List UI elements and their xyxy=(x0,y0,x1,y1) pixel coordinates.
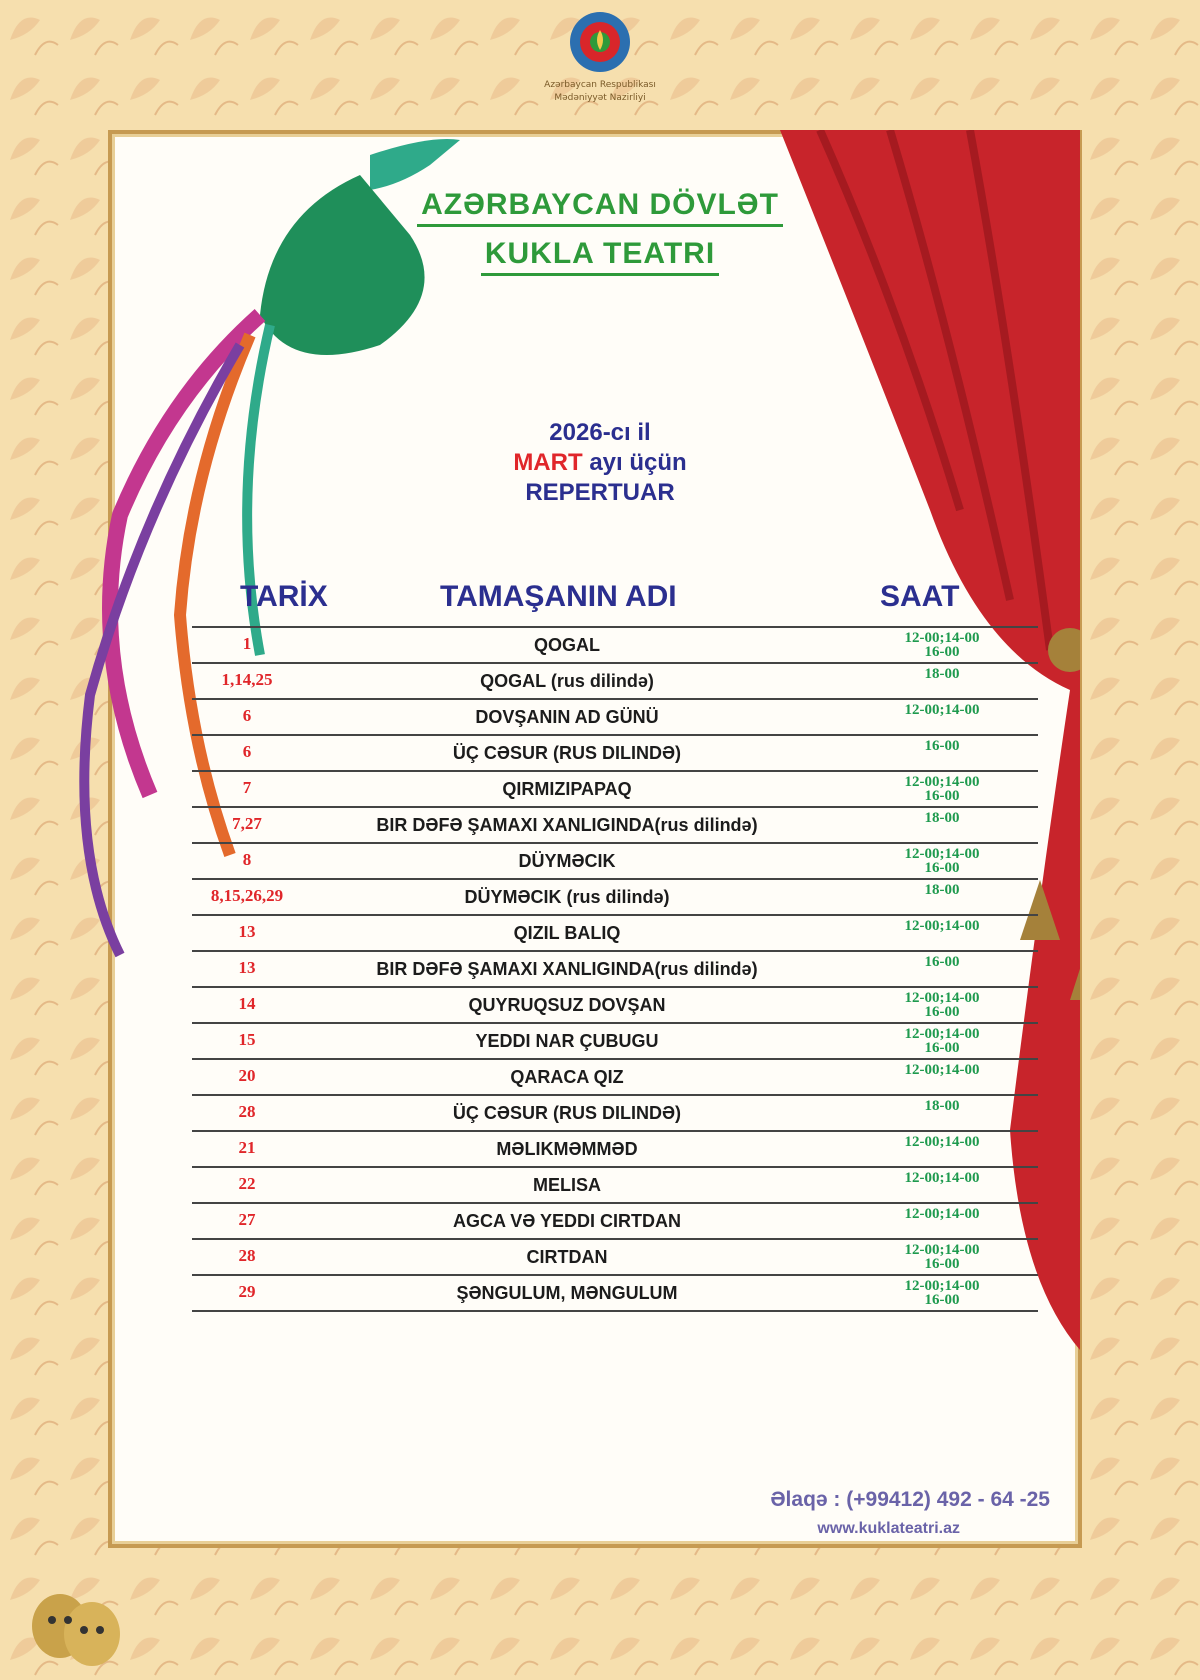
row-time-1: 12-00;14-00 xyxy=(904,1242,980,1258)
website-link[interactable]: www.kuklateatri.az xyxy=(817,1520,960,1537)
row-time-1: 18-00 xyxy=(924,882,960,898)
table-row xyxy=(192,878,1038,914)
theatre-title xyxy=(380,188,820,286)
row-time xyxy=(842,775,1042,803)
row-date: 8 xyxy=(242,850,252,869)
row-title: BIR DƏFƏ ŞAMAXI XANLIGINDA(rus dilində) xyxy=(376,959,758,979)
row-date: 1,14,25 xyxy=(221,670,273,689)
heading-month-line xyxy=(450,448,750,478)
row-time xyxy=(842,1243,1042,1271)
title-line2: KUKLA TEATRI xyxy=(481,237,719,276)
row-date: 13 xyxy=(238,922,256,941)
table-row xyxy=(192,1094,1038,1130)
ministry-caption-line1: Azərbaycan Respublikası xyxy=(544,80,656,90)
row-time-1: 16-00 xyxy=(924,738,960,754)
row-time xyxy=(842,739,1042,753)
row-time-1: 12-00;14-00 xyxy=(904,702,980,718)
heading-year: 2026-cı il xyxy=(549,419,651,446)
row-date: 21 xyxy=(238,1138,256,1157)
row-title: QIZIL BALIQ xyxy=(513,923,621,943)
row-title: QIRMIZIPAPAQ xyxy=(502,779,632,799)
row-title: ÜÇ CƏSUR (RUS DILINDƏ) xyxy=(452,743,682,763)
table-row xyxy=(192,1238,1038,1274)
row-date: 6 xyxy=(242,742,252,761)
row-date: 29 xyxy=(238,1282,256,1301)
repertoire-heading xyxy=(450,418,750,508)
table-row xyxy=(192,734,1038,770)
row-time-2: 16-00 xyxy=(924,644,960,660)
row-time-1: 12-00;14-00 xyxy=(904,1026,980,1042)
row-time-2: 16-00 xyxy=(924,1256,960,1272)
row-time-2: 16-00 xyxy=(924,860,960,876)
row-date: 22 xyxy=(238,1174,256,1193)
row-time-1: 12-00;14-00 xyxy=(904,918,980,934)
row-date: 7 xyxy=(242,778,252,797)
contact-label: Əlaqə : xyxy=(770,1488,841,1511)
row-time xyxy=(842,847,1042,875)
row-time xyxy=(842,1063,1042,1077)
schedule-table xyxy=(192,626,1038,1312)
row-time-2: 16-00 xyxy=(924,1040,960,1056)
row-time-1: 16-00 xyxy=(924,954,960,970)
row-time xyxy=(842,1027,1042,1055)
row-time-1: 18-00 xyxy=(924,666,960,682)
theatre-masks-icon xyxy=(20,1590,130,1670)
table-row xyxy=(192,1058,1038,1094)
row-time xyxy=(842,1207,1042,1221)
heading-month-suffix: ayı üçün xyxy=(589,449,687,476)
row-title: ÜÇ CƏSUR (RUS DILINDƏ) xyxy=(452,1103,682,1123)
table-row xyxy=(192,914,1038,950)
row-title: BIR DƏFƏ ŞAMAXI XANLIGINDA(rus dilində) xyxy=(376,815,758,835)
row-title: DOVŞANIN AD GÜNÜ xyxy=(475,707,659,727)
row-time-1: 12-00;14-00 xyxy=(904,990,980,1006)
row-title: ŞƏNGULUM, MƏNGULUM xyxy=(456,1283,678,1303)
row-date: 28 xyxy=(238,1246,256,1265)
table-row xyxy=(192,1166,1038,1202)
row-date: 1 xyxy=(242,634,252,653)
header-title: TAMAŞANIN ADI xyxy=(440,580,677,613)
row-time-1: 12-00;14-00 xyxy=(904,1170,980,1186)
row-time xyxy=(842,919,1042,933)
row-time-2: 16-00 xyxy=(924,788,960,804)
row-title: YEDDI NAR ÇUBUGU xyxy=(475,1031,659,1051)
row-time xyxy=(842,667,1042,681)
row-time-1: 12-00;14-00 xyxy=(904,1134,980,1150)
table-row xyxy=(192,662,1038,698)
row-title: QOGAL xyxy=(534,635,600,655)
row-time xyxy=(842,991,1042,1019)
row-time xyxy=(842,1171,1042,1185)
header-date: TARİX xyxy=(240,580,328,613)
row-time xyxy=(842,955,1042,969)
table-header xyxy=(190,580,1040,620)
row-title: MƏLIKMƏMMƏD xyxy=(496,1139,638,1159)
row-title: AGCA VƏ YEDDI CIRTDAN xyxy=(452,1211,682,1231)
table-row xyxy=(192,698,1038,734)
row-date: 8,15,26,29 xyxy=(210,886,284,905)
row-date: 6 xyxy=(242,706,252,725)
row-time-1: 12-00;14-00 xyxy=(904,1206,980,1222)
row-time-1: 18-00 xyxy=(924,1098,960,1114)
row-time-2: 16-00 xyxy=(924,1292,960,1308)
row-title: DÜYMƏCIK (rus dilində) xyxy=(464,887,670,907)
table-row xyxy=(192,1274,1038,1312)
table-row xyxy=(192,986,1038,1022)
table-row xyxy=(192,842,1038,878)
row-date: 28 xyxy=(238,1102,256,1121)
header-time: SAAT xyxy=(880,580,960,613)
ministry-caption-line2: Mədəniyyət Nazirliyi xyxy=(554,93,646,103)
row-title: DÜYMƏCIK xyxy=(518,851,616,871)
row-time xyxy=(842,1135,1042,1149)
table-row xyxy=(192,1022,1038,1058)
table-row xyxy=(192,770,1038,806)
row-time-1: 12-00;14-00 xyxy=(904,846,980,862)
state-emblem-icon xyxy=(568,10,632,74)
row-time xyxy=(842,703,1042,717)
table-row xyxy=(192,1202,1038,1238)
row-title: QARACA QIZ xyxy=(510,1067,624,1087)
table-row xyxy=(192,950,1038,986)
contact-phone[interactable]: (+99412) 492 - 64 -25 xyxy=(846,1488,1050,1511)
row-time xyxy=(842,883,1042,897)
row-title: MELISA xyxy=(532,1175,601,1195)
heading-month: MART xyxy=(513,449,583,476)
row-time-2: 16-00 xyxy=(924,1004,960,1020)
row-time-1: 12-00;14-00 xyxy=(904,1062,980,1078)
contact-line xyxy=(680,1488,1050,1512)
row-time-1: 18-00 xyxy=(924,810,960,826)
row-date: 14 xyxy=(238,994,256,1013)
row-title: CIRTDAN xyxy=(526,1247,608,1267)
row-time xyxy=(842,1099,1042,1113)
row-time-1: 12-00;14-00 xyxy=(904,630,980,646)
row-time xyxy=(842,631,1042,659)
row-date: 13 xyxy=(238,958,256,977)
table-row xyxy=(192,626,1038,662)
row-time xyxy=(842,1279,1042,1307)
row-time-1: 12-00;14-00 xyxy=(904,1278,980,1294)
row-title: QOGAL (rus dilində) xyxy=(480,671,654,691)
table-row xyxy=(192,1130,1038,1166)
row-time xyxy=(842,811,1042,825)
row-title: QUYRUQSUZ DOVŞAN xyxy=(468,995,666,1015)
row-date: 27 xyxy=(238,1210,256,1229)
ministry-emblem xyxy=(538,10,662,104)
title-line1: AZƏRBAYCAN DÖVLƏT xyxy=(417,188,783,227)
row-date: 20 xyxy=(238,1066,256,1085)
row-date: 7,27 xyxy=(232,814,262,833)
heading-subtitle: REPERTUAR xyxy=(525,479,675,506)
table-row xyxy=(192,806,1038,842)
row-time-1: 12-00;14-00 xyxy=(904,774,980,790)
row-date: 15 xyxy=(238,1030,256,1049)
